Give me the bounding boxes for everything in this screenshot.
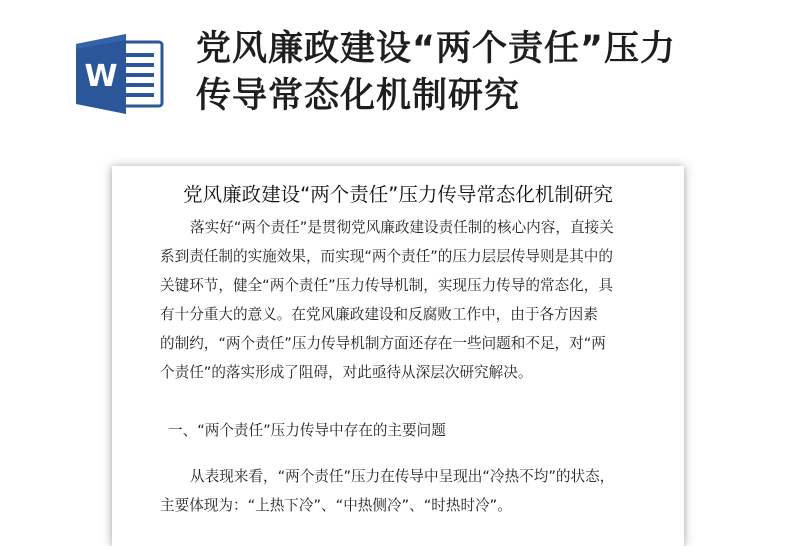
paragraph-line: 主要体现为：“上热下冷”、“中热侧冷”、“时热时冷”。 [160, 497, 512, 514]
document-page [112, 166, 684, 546]
paragraph-line: 从表现来看，“两个责任”压力在传导中呈现出“冷热不均”的状态， [190, 468, 615, 485]
word-letter: W [84, 59, 118, 94]
paragraph-2 [160, 462, 650, 520]
paragraph-line: 的制约，“两个责任”压力传导机制方面还存在一些问题和不足，对“两 [160, 335, 606, 352]
paragraph-line: 落实好“两个责任”是贯彻党风廉政建设责任制的核心内容，直接关 [190, 219, 614, 236]
paragraph-line: 有十分重大的意义。在党风廉政建设和反腐败工作中，由于各方因素 [160, 306, 598, 323]
header [0, 0, 800, 150]
page-title [196, 26, 776, 120]
paragraph-line: 系到责任制的实施效果，而实现“两个责任”的压力层层传导则是其中的 [160, 248, 613, 265]
title-line-2: 传导常态化机制研究 [196, 76, 521, 116]
paragraph-line: 关键环节，健全“两个责任”压力传导机制，实现压力传导的常态化，具 [160, 277, 613, 294]
word-document-icon [76, 34, 164, 114]
title-line-1: 党风廉政建设“两个责任”压力 [196, 29, 677, 69]
section-heading-1: 一、“两个责任”压力传导中存在的主要问题 [168, 422, 446, 439]
paragraph-1 [160, 213, 650, 387]
document-title: 党风廉政建设“两个责任”压力传导常态化机制研究 [183, 183, 613, 206]
paragraph-line: 个责任”的落实形成了阻碍，对此亟待从深层次研究解决。 [160, 364, 533, 381]
